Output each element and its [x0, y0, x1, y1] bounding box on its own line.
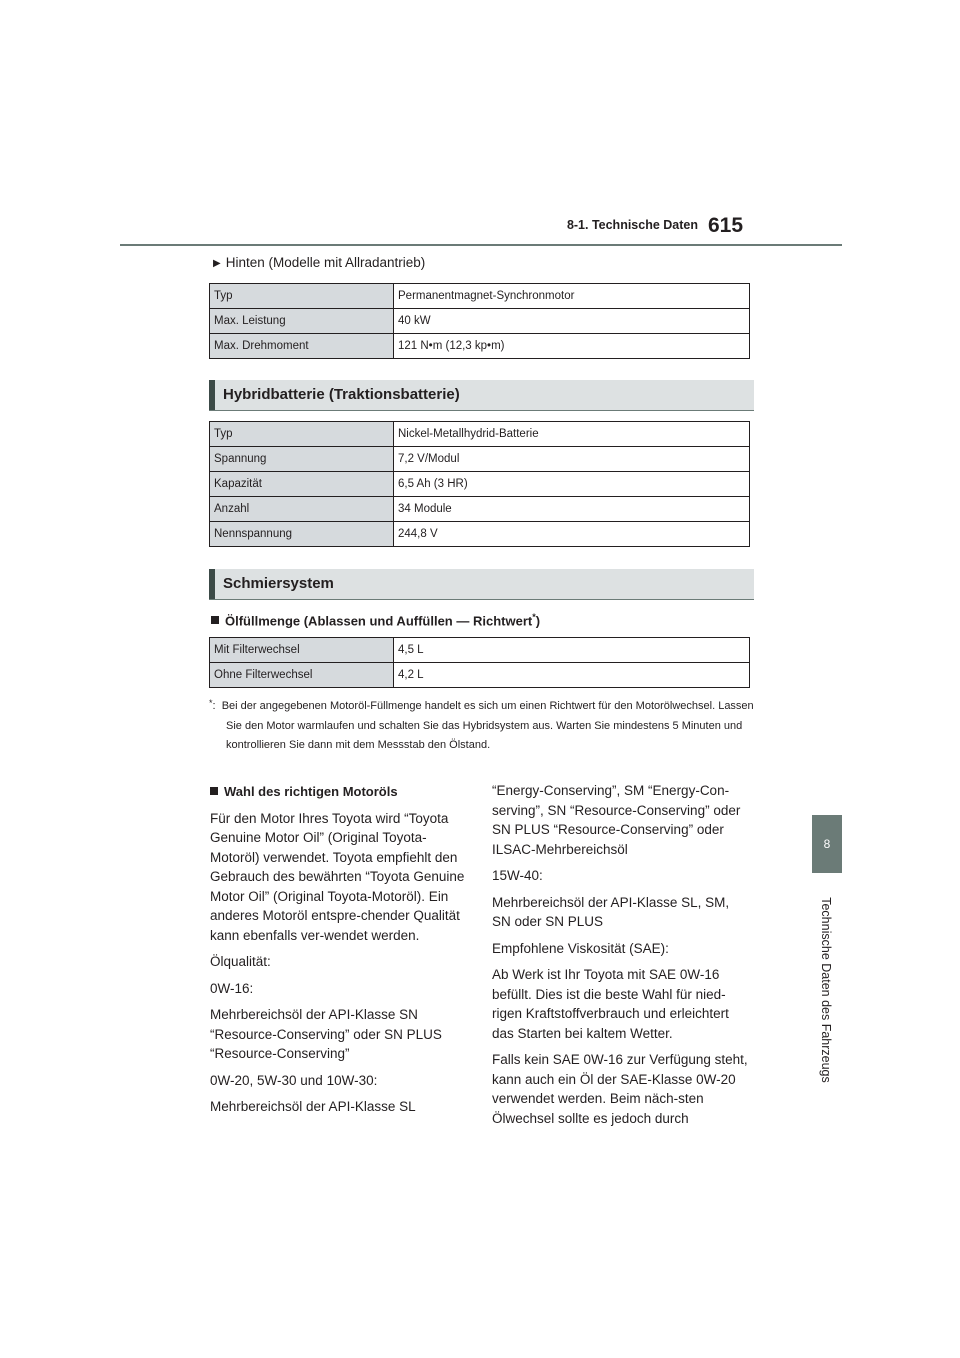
table-value: Nickel-Metallhydrid-Batterie — [394, 422, 750, 447]
table-value: 6,5 Ah (3 HR) — [394, 472, 750, 497]
table-row — [210, 663, 750, 688]
chapter-number: 8 — [823, 837, 831, 851]
table-value: 121 N•m (12,3 kp•m) — [394, 334, 750, 359]
table-value: 244,8 V — [394, 522, 750, 547]
page-number: 615 — [708, 214, 744, 237]
paragraph: Mehrbereichsöl der API-Klasse SL — [210, 1099, 416, 1114]
rear-motor-heading — [213, 255, 425, 270]
table-key: Ohne Filterwechsel — [210, 663, 394, 688]
square-bullet-icon — [211, 616, 219, 624]
footnote-colon: : — [212, 700, 216, 712]
table-value: 40 kW — [394, 309, 750, 334]
table-row — [210, 472, 750, 497]
oil-capacity-star: * — [532, 612, 536, 622]
oil-capacity-heading-close: ) — [535, 613, 541, 629]
table-key: Spannung — [210, 447, 394, 472]
rear-motor-table — [209, 283, 750, 359]
oil-choice-right-column — [492, 781, 750, 1135]
paragraph: 15W-40: — [492, 868, 543, 883]
battery-section-title: Hybridbatterie (Traktionsbatterie) — [223, 386, 460, 403]
square-bullet-icon — [210, 787, 218, 795]
table-row — [210, 497, 750, 522]
paragraph: Ab Werk ist Ihr Toyota mit SAE 0W-16 befüllt. Dies ist die beste Wahl für nied-rigen Kraftstoffverbrauch und erleichtert das Starten bei kaltem Wetter. — [492, 967, 729, 1041]
table-value: 4,2 L — [394, 663, 750, 688]
lubrication-section-title: Schmiersystem — [223, 575, 334, 592]
oil-capacity-heading-text: Ölfüllmenge (Ablassen und Auffüllen — Richtwert — [225, 613, 533, 629]
section-title: 8-1. Technische Daten — [566, 218, 698, 232]
oil-choice-left-column — [210, 782, 468, 1124]
table-key: Typ — [210, 422, 394, 447]
lubrication-section-header — [209, 569, 754, 600]
table-row — [210, 284, 750, 309]
triangle-bullet-icon: ▶ — [213, 258, 221, 269]
table-key: Mit Filterwechsel — [210, 638, 394, 663]
footnote-text: Bei der angegebenen Motoröl-Füllmenge handelt es sich um einen Richtwert für den Motorölwechsel. Lassen Sie den Motor warmlaufen und schalten Sie das Hybridsystem aus. Warten Sie mindestens 5 Minuten und kontrollieren Sie dann mit dem Messstab den Ölstand. — [221, 700, 754, 751]
paragraph: Mehrbereichsöl der API-Klasse SL, SM, SN oder SN PLUS — [492, 894, 730, 929]
paragraph: Falls kein SAE 0W-16 zur Verfügung steht, kann auch ein Öl der SAE-Klasse 0W-20 verwendet werden. Beim näch-sten Ölwechsel sollte es jedoch durch — [492, 1052, 748, 1126]
section-accent — [209, 569, 215, 599]
table-value: 34 Module — [394, 497, 750, 522]
table-row — [210, 309, 750, 334]
table-row — [210, 334, 750, 359]
table-row — [210, 447, 750, 472]
paragraph: Ölqualität: — [210, 954, 271, 969]
footnote-body — [209, 697, 757, 756]
table-key: Max. Leistung — [210, 309, 394, 334]
rear-motor-heading-text: Hinten (Modelle mit Allradantrieb) — [225, 255, 426, 270]
table-row — [210, 522, 750, 547]
footnote-marker: * — [209, 698, 213, 708]
table-value: 7,2 V/Modul — [394, 447, 750, 472]
oil-choice-heading — [210, 782, 468, 802]
paragraph: “Energy-Conserving”, SM “Energy-Con-serving”, SN “Resource-Conserving” oder SN PLUS “Resource-Conserving” oder ILSAC-Mehrbereichsöl — [492, 783, 741, 857]
table-key: Max. Drehmoment — [210, 334, 394, 359]
oil-capacity-table — [209, 637, 750, 688]
header-divider — [120, 244, 842, 246]
chapter-label: Technische Daten des Fahrzeugs — [819, 897, 833, 1083]
chapter-label-container — [756, 897, 896, 1083]
table-key: Nennspannung — [210, 522, 394, 547]
oil-capacity-heading — [211, 612, 540, 628]
paragraph: Für den Motor Ihres Toyota wird “Toyota Genuine Motor Oil” (Original Toyota-Motoröl) verwendet. Toyota empfiehlt den Gebrauch des bewährten “Toyota Genuine Motor Oil” (Original Toyota-Motoröl). Ein anderes Motoröl entspre-chender Qualität kann ebenfalls ver-wendet werden. — [210, 810, 465, 943]
paragraph: Empfohlene Viskosität (SAE): — [492, 940, 669, 956]
battery-table — [209, 421, 750, 547]
table-key: Typ — [210, 284, 394, 309]
oil-choice-heading-text: Wahl des richtigen Motoröls — [224, 784, 398, 799]
table-key: Anzahl — [210, 497, 394, 522]
battery-section-header — [209, 380, 754, 411]
table-row — [210, 638, 750, 663]
footnote — [209, 697, 757, 756]
table-value: Permanentmagnet-Synchronmotor — [394, 284, 750, 309]
paragraph: Mehrbereichsöl der API-Klasse SN “Resource-Conserving” oder SN PLUS “Resource-Conserving” — [210, 1007, 442, 1061]
table-key: Kapazität — [210, 472, 394, 497]
paragraph: 0W-16: — [210, 980, 254, 996]
paragraph: 0W-20, 5W-30 und 10W-30: — [210, 1072, 378, 1088]
section-accent — [209, 380, 215, 410]
footnote-marker-wrap — [209, 700, 216, 712]
table-row — [210, 422, 750, 447]
table-value: 4,5 L — [394, 638, 750, 663]
chapter-tab — [812, 815, 842, 873]
